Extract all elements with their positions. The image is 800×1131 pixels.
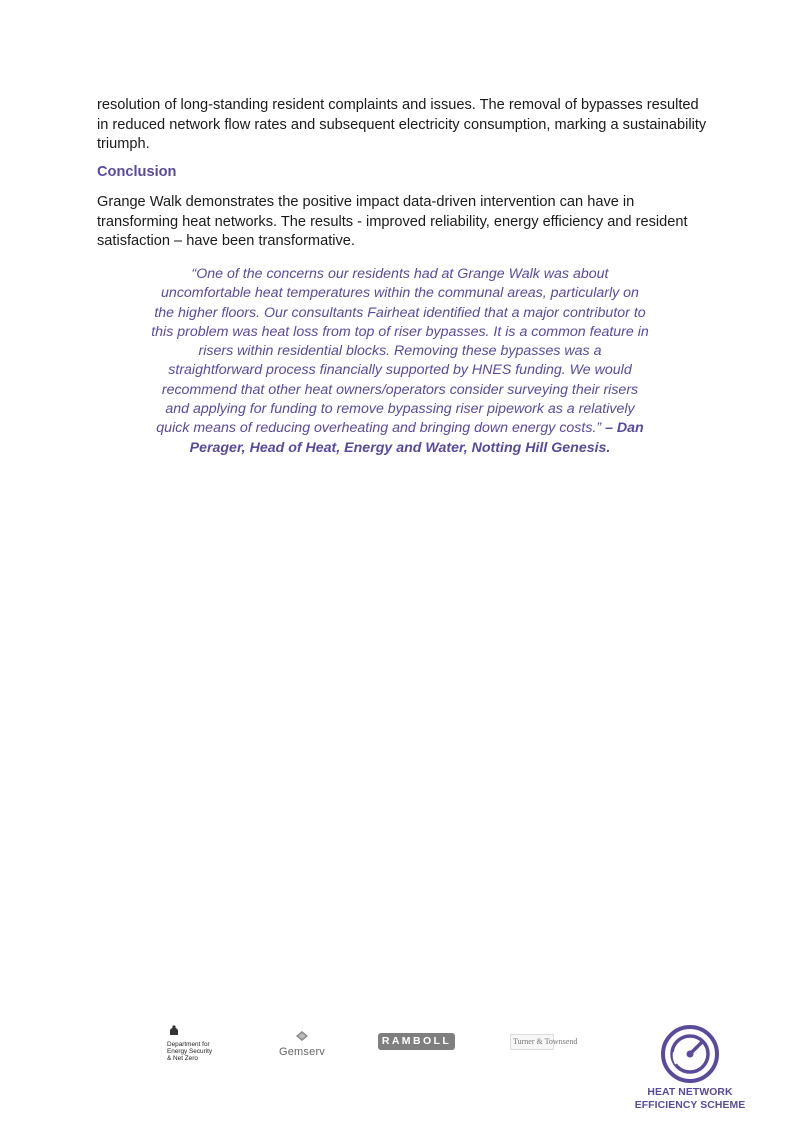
resident-quote [150, 265, 650, 458]
desnz-logo [167, 1023, 227, 1062]
quote-attribution: – Dan Perager, Head of Heat, Energy and Water, Notting Hill Genesis. [189, 420, 644, 456]
conclusion-paragraph: Grange Walk demonstrates the positive impact data-driven intervention can have in transforming heat networks. The results - improved reliability, energy efficiency and resident satisfaction – have been transformative. [97, 194, 688, 249]
gemserv-mark-icon [296, 1031, 308, 1041]
intro-paragraph: resolution of long-standing resident complaints and issues. The removal of bypasses resulted in reduced network flow rates and subsequent electricity consumption, marking a sustainability triumph. [97, 97, 707, 152]
gauge-icon [660, 1024, 720, 1084]
hnes-logo [622, 1024, 758, 1112]
gemserv-logo-text: Gemserv [278, 1046, 326, 1058]
hnes-logo-line2: EFFICIENCY SCHEME [634, 1099, 746, 1111]
desnz-logo-text: Department for Energy Security & Net Zero [167, 1041, 213, 1062]
turner-townsend-logo: Turner & Townsend [510, 1034, 554, 1050]
quote-text: “One of the concerns our residents had at Grange Walk was about uncomfortable heat temperatures within the communal areas, particularly on the higher floors. Our consultants Fairheat identified that a major contributor to this problem was heat loss from top of riser bypasses. It is a common feature in risers within residential blocks. Removing these bypasses was a straightforward process financially supported by HNES funding. We would recommend that other heat owners/operators consider surveying their risers and applying for funding to remove bypassing riser pipework as a relatively quick means of reducing overheating and bringing down energy costs.” [151, 266, 649, 437]
conclusion-heading: Conclusion [97, 164, 177, 180]
gemserv-logo [276, 1028, 328, 1058]
hnes-logo-line1: HEAT NETWORK [647, 1087, 733, 1098]
ramboll-logo: RAMBOLL [378, 1033, 455, 1050]
royal-crest-icon [167, 1024, 181, 1036]
